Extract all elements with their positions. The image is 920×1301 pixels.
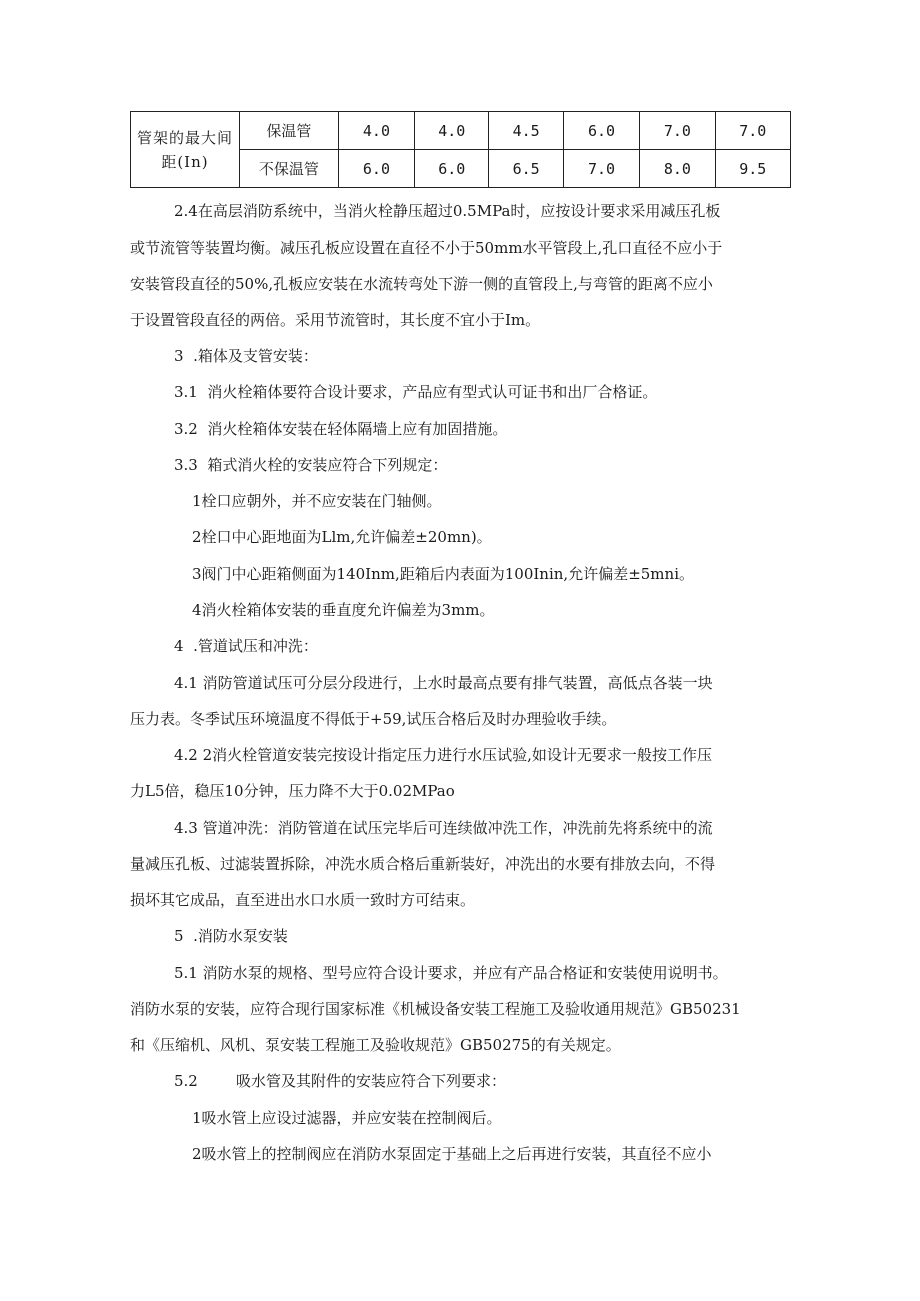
pipe-support-spacing-table bbox=[130, 111, 791, 188]
table-cell: 4.5 bbox=[489, 112, 563, 150]
table-cell: 6.0 bbox=[415, 150, 489, 188]
list-item: 3阀门中心距箱侧面为140Inm,距箱后内表面为100Inin,允许偏差±5mni。 bbox=[192, 565, 694, 583]
clause-5-1: 5.1 消防水泵的规格、型号应符合设计要求，并应有产品合格证和安装使用说明书。 bbox=[174, 964, 728, 982]
section-heading-4: 4 .管道试压和冲洗： bbox=[174, 637, 318, 655]
row-label: 不保温管 bbox=[239, 150, 338, 188]
clause-4-3: 4.3 管道冲洗：消防管道在试压完毕后可连续做冲洗工作，冲洗前先将系统中的流 bbox=[174, 819, 713, 837]
table-cell: 4.0 bbox=[415, 112, 489, 150]
paragraph-line: 量减压孔板、过滤装置拆除，冲洗水质合格后重新装好，冲洗出的水要有排放去向，不得 bbox=[130, 855, 716, 873]
list-item: 1栓口应朝外，并不应安装在门轴侧。 bbox=[192, 492, 442, 510]
table-cell: 6.5 bbox=[489, 150, 563, 188]
paragraph-line: 和《压缩机、风机、泵安装工程施工及验收规范》GB50275的有关规定。 bbox=[130, 1036, 621, 1054]
paragraph-line: 消防水泵的安装，应符合现行国家标准《机械设备安装工程施工及验收通用规范》GB50231 bbox=[130, 1000, 741, 1018]
section-heading-5: 5 .消防水泵安装 bbox=[174, 927, 288, 945]
clause-5-2: 5.2 吸水管及其附件的安装应符合下列要求： bbox=[174, 1072, 507, 1090]
paragraph-line: 力L5倍，稳压10分钟，压力降不大于0.02MPao bbox=[130, 782, 455, 800]
paragraph-line: 安装管段直径的50%,孔板应安装在水流转弯处下游一侧的直管段上,与弯管的距离不应小 bbox=[130, 275, 713, 293]
table-cell: 9.5 bbox=[715, 150, 790, 188]
table-cell: 6.0 bbox=[563, 112, 639, 150]
table-cell: 6.0 bbox=[338, 150, 414, 188]
row-label: 保温管 bbox=[239, 112, 338, 150]
table-cell: 4.0 bbox=[338, 112, 414, 150]
clause-3-3: 3.3 箱式消火栓的安装应符合下列规定： bbox=[174, 456, 448, 474]
row-header-line: 管架的最大间 bbox=[136, 128, 233, 147]
table-row bbox=[131, 112, 791, 150]
paragraph-line: 损坏其它成品，直至进出水口水质一致时方可结束。 bbox=[130, 891, 476, 909]
row-header-cell bbox=[131, 112, 240, 188]
row-header-line: 距(In) bbox=[161, 152, 209, 171]
table-cell: 7.0 bbox=[715, 112, 790, 150]
clause-3-2: 3.2 消火栓箱体安装在轻体隔墙上应有加固措施。 bbox=[174, 420, 508, 438]
list-item: 2栓口中心距地面为Llm,允许偏差±20mn)。 bbox=[192, 528, 492, 546]
paragraph-line: 或节流管等装置均衡。减压孔板应设置在直径不小于50mm水平管段上,孔口直径不应小于 bbox=[130, 239, 723, 257]
clause-4-1: 4.1 消防管道试压可分层分段进行，上水时最高点要有排气装置，高低点各装一块 bbox=[174, 674, 713, 692]
paragraph-line: 于设置管段直径的两倍。采用节流管时，其长度不宜小于Im。 bbox=[130, 311, 541, 329]
table-cell: 7.0 bbox=[640, 112, 715, 150]
table-cell: 7.0 bbox=[563, 150, 639, 188]
table-cell: 8.0 bbox=[640, 150, 715, 188]
paragraph-line: 压力表。冬季试压环境温度不得低于+59,试压合格后及时办理验收手续。 bbox=[130, 710, 617, 728]
paragraph-2-4: 2.4在高层消防系统中，当消火栓静压超过0.5MPa时，应按设计要求采用减压孔板 bbox=[174, 202, 721, 220]
clause-3-1: 3.1 消火栓箱体要符合设计要求，产品应有型式认可证书和出厂合格证。 bbox=[174, 383, 658, 401]
clause-4-2: 4.2 2消火栓管道安装完按设计指定压力进行水压试验,如设计无要求一般按工作压 bbox=[174, 746, 712, 764]
list-item: 1吸水管上应设过滤器，并应安装在控制阀后。 bbox=[192, 1109, 502, 1127]
section-heading-3: 3 .箱体及支管安装： bbox=[174, 347, 318, 365]
list-item: 4消火栓箱体安装的垂直度允许偏差为3mm。 bbox=[192, 601, 495, 619]
list-item: 2吸水管上的控制阀应在消防水泵固定于基础上之后再进行安装，其直径不应小 bbox=[192, 1145, 712, 1163]
